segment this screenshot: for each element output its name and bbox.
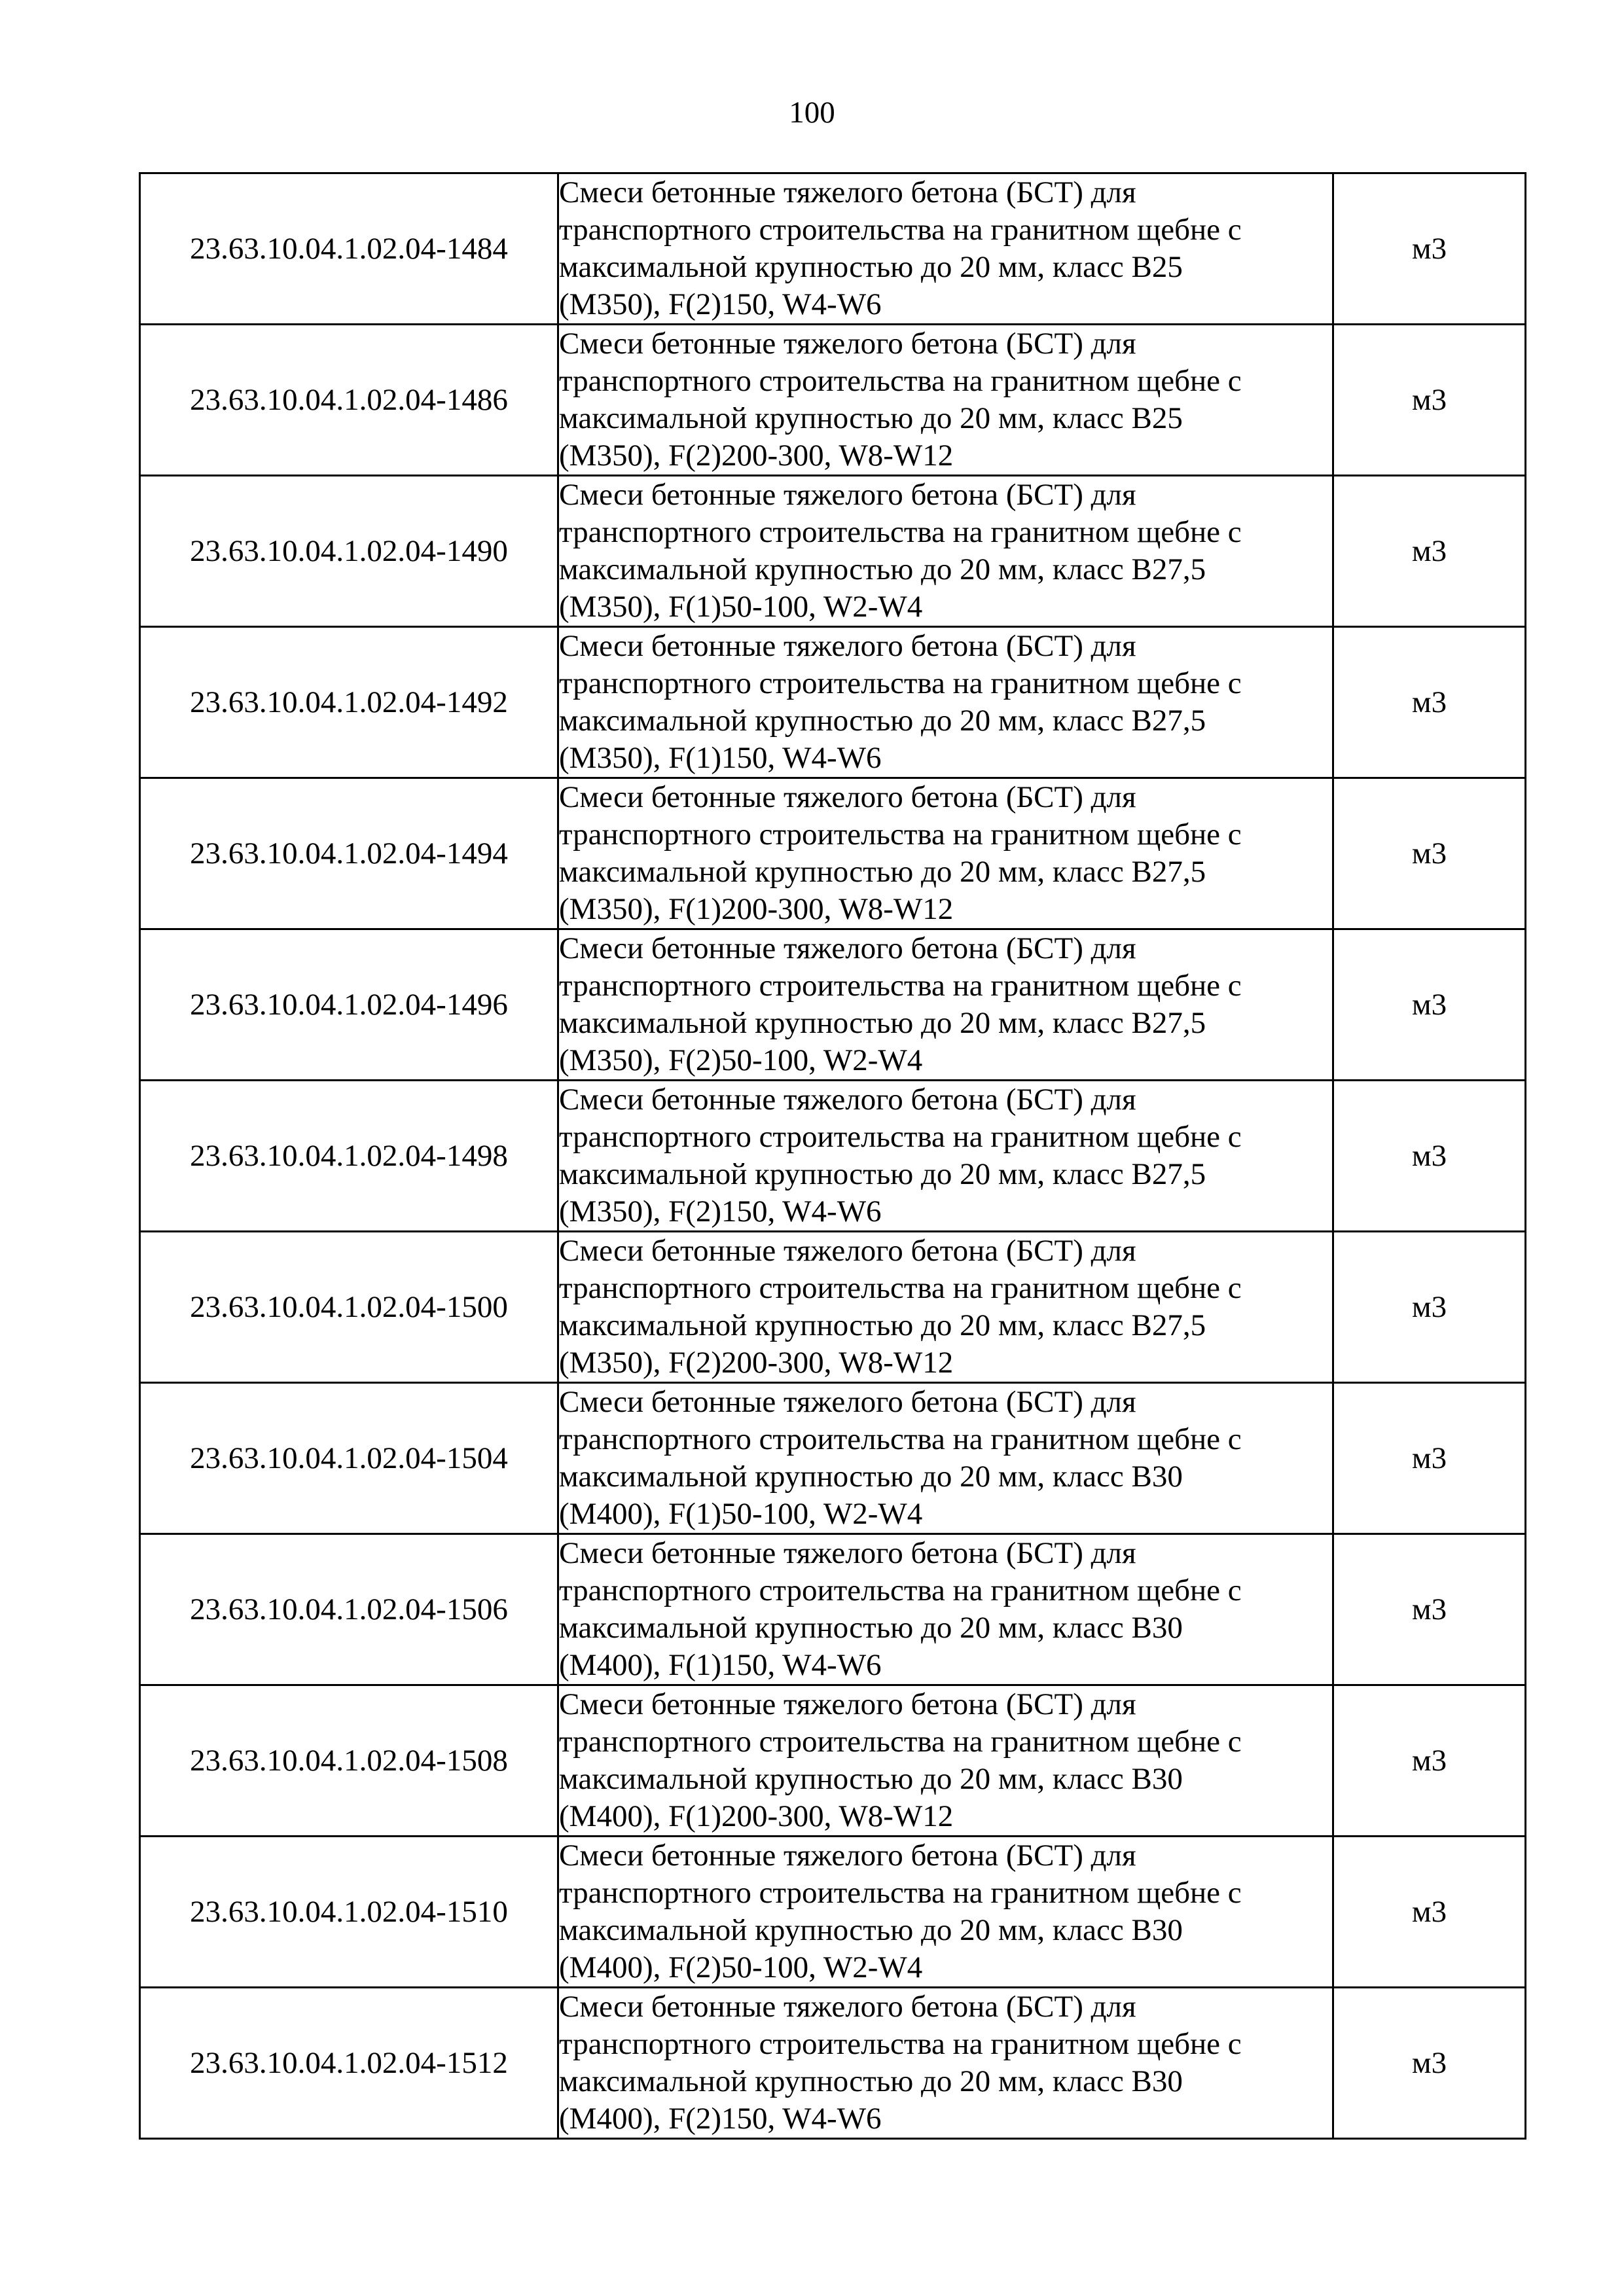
table-row	[140, 778, 1526, 929]
resource-code: 23.63.10.04.1.02.04-1500	[140, 1232, 558, 1383]
unit-of-measure: м3	[1333, 1383, 1526, 1534]
resource-code: 23.63.10.04.1.02.04-1490	[140, 476, 558, 627]
resource-code: 23.63.10.04.1.02.04-1510	[140, 1837, 558, 1988]
resource-description: Смеси бетонные тяжелого бетона (БСТ) для транспортного строительства на гранитном щебне с максимальной крупностью до 20 мм, класс В30 (М400), F(1)150, W4-W6	[558, 1534, 1333, 1685]
table-row	[140, 627, 1526, 778]
unit-of-measure: м3	[1333, 1988, 1526, 2139]
resource-description: Смеси бетонные тяжелого бетона (БСТ) для транспортного строительства на гранитном щебне с максимальной крупностью до 20 мм, класс В30 (М400), F(2)150, W4-W6	[558, 1988, 1333, 2139]
unit-of-measure: м3	[1333, 1081, 1526, 1232]
resource-description: Смеси бетонные тяжелого бетона (БСТ) для транспортного строительства на гранитном щебне с максимальной крупностью до 20 мм, класс В27,5 (М350), F(1)50-100, W2-W4	[558, 476, 1333, 627]
resource-description: Смеси бетонные тяжелого бетона (БСТ) для транспортного строительства на гранитном щебне с максимальной крупностью до 20 мм, класс В25 (М350), F(2)200-300, W8-W12	[558, 325, 1333, 476]
resource-description: Смеси бетонные тяжелого бетона (БСТ) для транспортного строительства на гранитном щебне с максимальной крупностью до 20 мм, класс В27,5 (М350), F(2)150, W4-W6	[558, 1081, 1333, 1232]
unit-of-measure: м3	[1333, 1534, 1526, 1685]
resource-description: Смеси бетонные тяжелого бетона (БСТ) для транспортного строительства на гранитном щебне с максимальной крупностью до 20 мм, класс В30 (М400), F(1)50-100, W2-W4	[558, 1383, 1333, 1534]
table-row	[140, 1383, 1526, 1534]
resource-code: 23.63.10.04.1.02.04-1484	[140, 173, 558, 325]
resource-description: Смеси бетонные тяжелого бетона (БСТ) для транспортного строительства на гранитном щебне с максимальной крупностью до 20 мм, класс В27,5 (М350), F(2)50-100, W2-W4	[558, 929, 1333, 1081]
table-row	[140, 1232, 1526, 1383]
resource-description: Смеси бетонные тяжелого бетона (БСТ) для транспортного строительства на гранитном щебне с максимальной крупностью до 20 мм, класс В27,5 (М350), F(1)150, W4-W6	[558, 627, 1333, 778]
resource-code: 23.63.10.04.1.02.04-1486	[140, 325, 558, 476]
table-row	[140, 1534, 1526, 1685]
resource-description: Смеси бетонные тяжелого бетона (БСТ) для транспортного строительства на гранитном щебне с максимальной крупностью до 20 мм, класс В27,5 (М350), F(2)200-300, W8-W12	[558, 1232, 1333, 1383]
page-number: 100	[789, 96, 835, 130]
resource-code: 23.63.10.04.1.02.04-1512	[140, 1988, 558, 2139]
unit-of-measure: м3	[1333, 1685, 1526, 1837]
resource-code: 23.63.10.04.1.02.04-1508	[140, 1685, 558, 1837]
unit-of-measure: м3	[1333, 476, 1526, 627]
table-row	[140, 1988, 1526, 2139]
unit-of-measure: м3	[1333, 1837, 1526, 1988]
table-row	[140, 173, 1526, 325]
table-row	[140, 476, 1526, 627]
resource-code: 23.63.10.04.1.02.04-1494	[140, 778, 558, 929]
table-row	[140, 1081, 1526, 1232]
table-row	[140, 325, 1526, 476]
unit-of-measure: м3	[1333, 929, 1526, 1081]
materials-table	[139, 172, 1526, 2140]
table-row	[140, 1837, 1526, 1988]
resource-code: 23.63.10.04.1.02.04-1504	[140, 1383, 558, 1534]
resource-code: 23.63.10.04.1.02.04-1506	[140, 1534, 558, 1685]
resource-code: 23.63.10.04.1.02.04-1492	[140, 627, 558, 778]
resource-description: Смеси бетонные тяжелого бетона (БСТ) для транспортного строительства на гранитном щебне с максимальной крупностью до 20 мм, класс В27,5 (М350), F(1)200-300, W8-W12	[558, 778, 1333, 929]
unit-of-measure: м3	[1333, 627, 1526, 778]
table-row	[140, 929, 1526, 1081]
unit-of-measure: м3	[1333, 778, 1526, 929]
resource-code: 23.63.10.04.1.02.04-1498	[140, 1081, 558, 1232]
resource-code: 23.63.10.04.1.02.04-1496	[140, 929, 558, 1081]
resource-description: Смеси бетонные тяжелого бетона (БСТ) для транспортного строительства на гранитном щебне с максимальной крупностью до 20 мм, класс В30 (М400), F(1)200-300, W8-W12	[558, 1685, 1333, 1837]
unit-of-measure: м3	[1333, 1232, 1526, 1383]
resource-description: Смеси бетонные тяжелого бетона (БСТ) для транспортного строительства на гранитном щебне с максимальной крупностью до 20 мм, класс В25 (М350), F(2)150, W4-W6	[558, 173, 1333, 325]
unit-of-measure: м3	[1333, 173, 1526, 325]
table-row	[140, 1685, 1526, 1837]
resource-description: Смеси бетонные тяжелого бетона (БСТ) для транспортного строительства на гранитном щебне с максимальной крупностью до 20 мм, класс В30 (М400), F(2)50-100, W2-W4	[558, 1837, 1333, 1988]
unit-of-measure: м3	[1333, 325, 1526, 476]
